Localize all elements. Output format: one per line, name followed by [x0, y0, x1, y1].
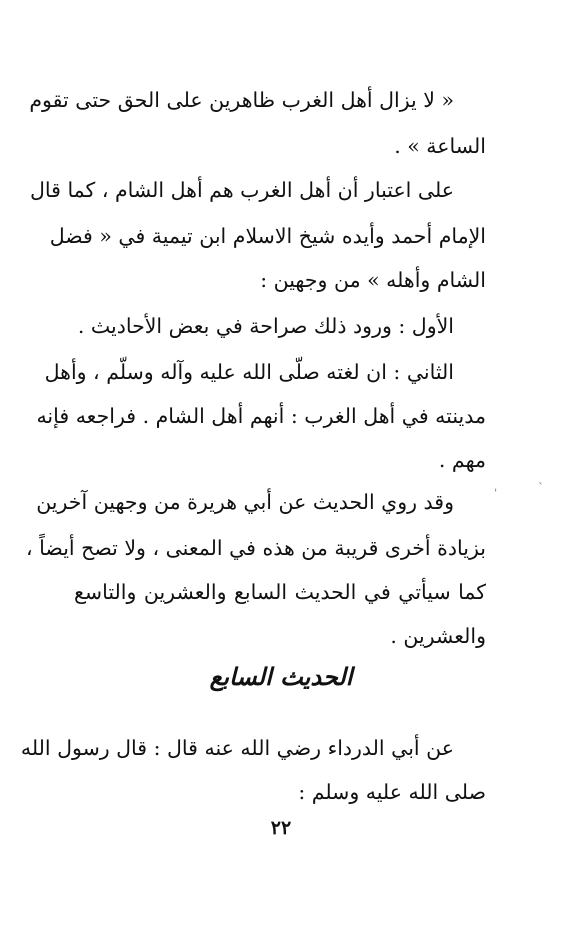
text-line-13: والعشرين . [390, 624, 486, 648]
text-line-4: الإمام أحمد وأيده شيخ الاسلام ابن تيمية في « فضل [49, 224, 486, 248]
scan-speck: ˋ [538, 481, 544, 495]
text-line-10: وقد روي الحديث عن أبي هريرة من وجهين آخرين [36, 490, 454, 514]
text-line-1: « لا يزال أهل الغرب ظاهرين على الحق حتى تقوم [29, 88, 454, 112]
text-line-5: الشام وأهله » من وجهين : [260, 268, 486, 292]
text-line-9: مهم . [438, 448, 486, 472]
page-number: ٢٢ [270, 817, 292, 839]
text-line-15: صلى الله عليه وسلم : [298, 780, 486, 804]
section-heading: الحديث السابع [209, 662, 353, 691]
scan-speck: ˈ [494, 487, 498, 501]
text-line-11: بزيادة أخرى قريبة من هذه في المعنى ، ولا تصح أيضاً ، [26, 536, 486, 560]
text-line-7: الثاني : ان لغته صلّى الله عليه وآله وسلّم ، وأهل [44, 360, 454, 384]
text-line-3: على اعتبار أن أهل الغرب هم أهل الشام ، كما قال [29, 178, 454, 202]
text-line-2: الساعة » . [394, 134, 486, 158]
text-line-12: كما سيأتي في الحديث السابع والعشرين والتاسع [74, 580, 486, 604]
text-line-6: الأول : ورود ذلك صراحة في بعض الأحاديث . [77, 314, 454, 338]
text-line-14: عن أبي الدرداء رضي الله عنه قال : قال رسول الله [20, 736, 454, 760]
text-line-8: مدينته في أهل الغرب : أنهم أهل الشام . فراجعه فإنه [36, 404, 486, 428]
